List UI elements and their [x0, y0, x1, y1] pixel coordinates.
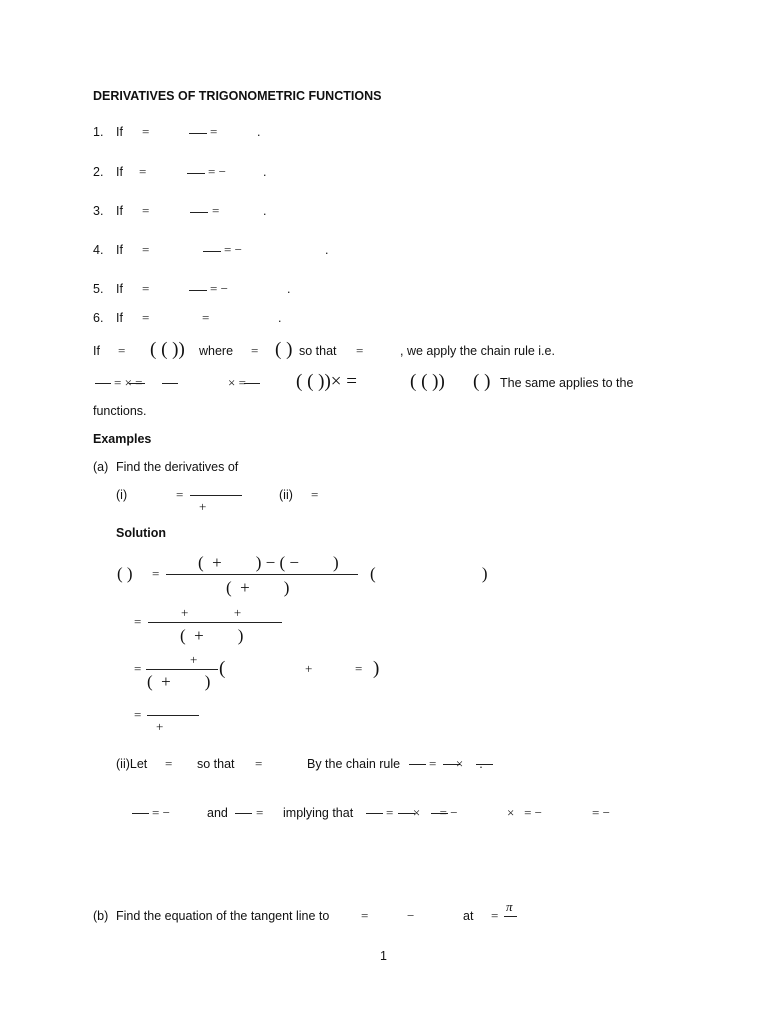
fraction-bar [190, 495, 242, 496]
example-i-eq: = [176, 487, 184, 502]
list-item-number: 3. [93, 204, 104, 218]
solution-eq: = [152, 566, 160, 581]
fraction-bar [146, 669, 218, 670]
example-b-at: at [463, 909, 474, 923]
fraction-bar [148, 622, 282, 623]
list-item-rhs: = [202, 310, 210, 325]
solution-denominator: ( + ) [226, 578, 290, 597]
solution-eq: = [134, 614, 142, 629]
chain-where: where [199, 344, 234, 358]
fraction-bar [189, 290, 207, 291]
list-item-eq: = [142, 124, 150, 139]
fraction-bar [95, 383, 111, 384]
pi-symbol: π [506, 899, 513, 914]
example-ii-label: (ii) [279, 488, 293, 502]
page-number: 1 [380, 949, 387, 963]
fraction-bar [189, 133, 207, 134]
part-ii-eq: = [255, 756, 263, 771]
fraction-bar [244, 383, 260, 384]
part-ii-expr: = − [592, 805, 610, 820]
example-b-minus: − [407, 908, 415, 923]
part-ii-chain-text: By the chain rule [307, 757, 401, 771]
list-item-if: If [116, 165, 123, 179]
part-ii-eq: = [165, 756, 173, 771]
chain-expr: = × = [114, 375, 143, 390]
part-ii-let: (ii)Let [116, 757, 148, 771]
chain-expr: ( ( ))× = [296, 371, 357, 392]
example-b-eq: = [491, 908, 499, 923]
part-ii-and: and [207, 806, 228, 820]
fraction-bar [190, 212, 208, 213]
solution-lhs: ( ) [117, 564, 133, 583]
list-item-eq: = [139, 164, 147, 179]
solution-eq: = [134, 707, 142, 722]
solution-numerator: ( + ) − ( − ) [198, 553, 339, 572]
solution-denominator: ( + ) [147, 672, 211, 691]
chain-paren-outer: ( ( )) [150, 339, 185, 360]
solution-heading: Solution [116, 526, 166, 540]
examples-heading: Examples [93, 432, 152, 446]
list-item-number: 1. [93, 125, 104, 139]
list-item-eq: = [142, 310, 150, 325]
part-ii-so-that: so that [197, 757, 235, 771]
chain-expr: ( ) [473, 371, 491, 392]
example-b-eq: = [361, 908, 369, 923]
fraction-bar [366, 813, 383, 814]
chain-apply-text: , we apply the chain rule i.e. [400, 344, 555, 358]
solution-numerator: + [190, 652, 198, 667]
list-item-end: . [263, 204, 267, 218]
example-ii-eq: = [311, 487, 319, 502]
solution-paren: ( ) [370, 564, 488, 583]
chain-expr: ( ( )) [410, 371, 445, 392]
chain-same-applies: The same applies to the [500, 376, 634, 390]
solution-plus: + [305, 661, 313, 676]
list-item-number: 5. [93, 282, 104, 296]
solution-eq: = [355, 661, 363, 676]
list-item-number: 2. [93, 165, 104, 179]
page-title: DERIVATIVES OF TRIGONOMETRIC FUNCTIONS [93, 89, 382, 103]
fraction-bar [504, 916, 517, 917]
list-item-rhs: = [210, 124, 218, 139]
list-item-rhs: = − [210, 281, 228, 296]
fraction-bar [166, 574, 358, 575]
fraction-bar [162, 383, 178, 384]
example-b-label: (b) [93, 909, 109, 923]
list-item-number: 6. [93, 311, 104, 325]
chain-eq: = [356, 343, 364, 358]
list-item-rhs: = [212, 203, 220, 218]
list-item-if: If [116, 243, 123, 257]
list-item-end: . [278, 311, 282, 325]
solution-denominator: + [156, 719, 164, 734]
chain-functions: functions. [93, 404, 147, 418]
solution-numerator: + + [181, 605, 242, 620]
fraction-bar [203, 251, 221, 252]
list-item-end: . [263, 165, 267, 179]
list-item-if: If [116, 311, 123, 325]
part-ii-expr: = × = − [386, 805, 458, 820]
solution-denominator: ( + ) [180, 626, 244, 645]
part-ii-expr: = [256, 805, 264, 820]
fraction-bar [187, 173, 205, 174]
part-ii-chain-expr: = × . [429, 756, 483, 771]
fraction-bar [132, 813, 149, 814]
fraction-bar [235, 813, 252, 814]
solution-paren-close: ) [373, 658, 380, 679]
fraction-bar [147, 715, 199, 716]
list-item-if: If [116, 125, 123, 139]
list-item-if: If [116, 204, 123, 218]
part-ii-expr: = − [152, 805, 170, 820]
solution-eq: = [134, 661, 142, 676]
chain-expr: × = [228, 375, 246, 390]
list-item-if: If [116, 282, 123, 296]
list-item-eq: = [142, 281, 150, 296]
fraction-bar [409, 764, 426, 765]
chain-paren-inner: ( ) [275, 339, 293, 360]
list-item-number: 4. [93, 243, 104, 257]
list-item-eq: = [142, 242, 150, 257]
solution-paren-open: ( [219, 658, 226, 679]
part-ii-implying: implying that [283, 806, 354, 820]
chain-so-that: so that [299, 344, 337, 358]
list-item-rhs: = − [208, 164, 226, 179]
example-a-label: (a) [93, 460, 109, 474]
chain-eq: = [251, 343, 259, 358]
chain-if: If [93, 344, 100, 358]
example-b-text: Find the equation of the tangent line to [116, 909, 330, 923]
list-item-eq: = [142, 203, 150, 218]
list-item-rhs: = − [224, 242, 242, 257]
list-item-end: . [257, 125, 261, 139]
example-i-den: + [199, 499, 207, 514]
example-i-label: (i) [116, 488, 128, 502]
example-a-text: Find the derivatives of [116, 460, 239, 474]
list-item-end: . [325, 243, 329, 257]
part-ii-expr: × = − [507, 805, 542, 820]
chain-eq: = [118, 343, 126, 358]
list-item-end: . [287, 282, 291, 296]
